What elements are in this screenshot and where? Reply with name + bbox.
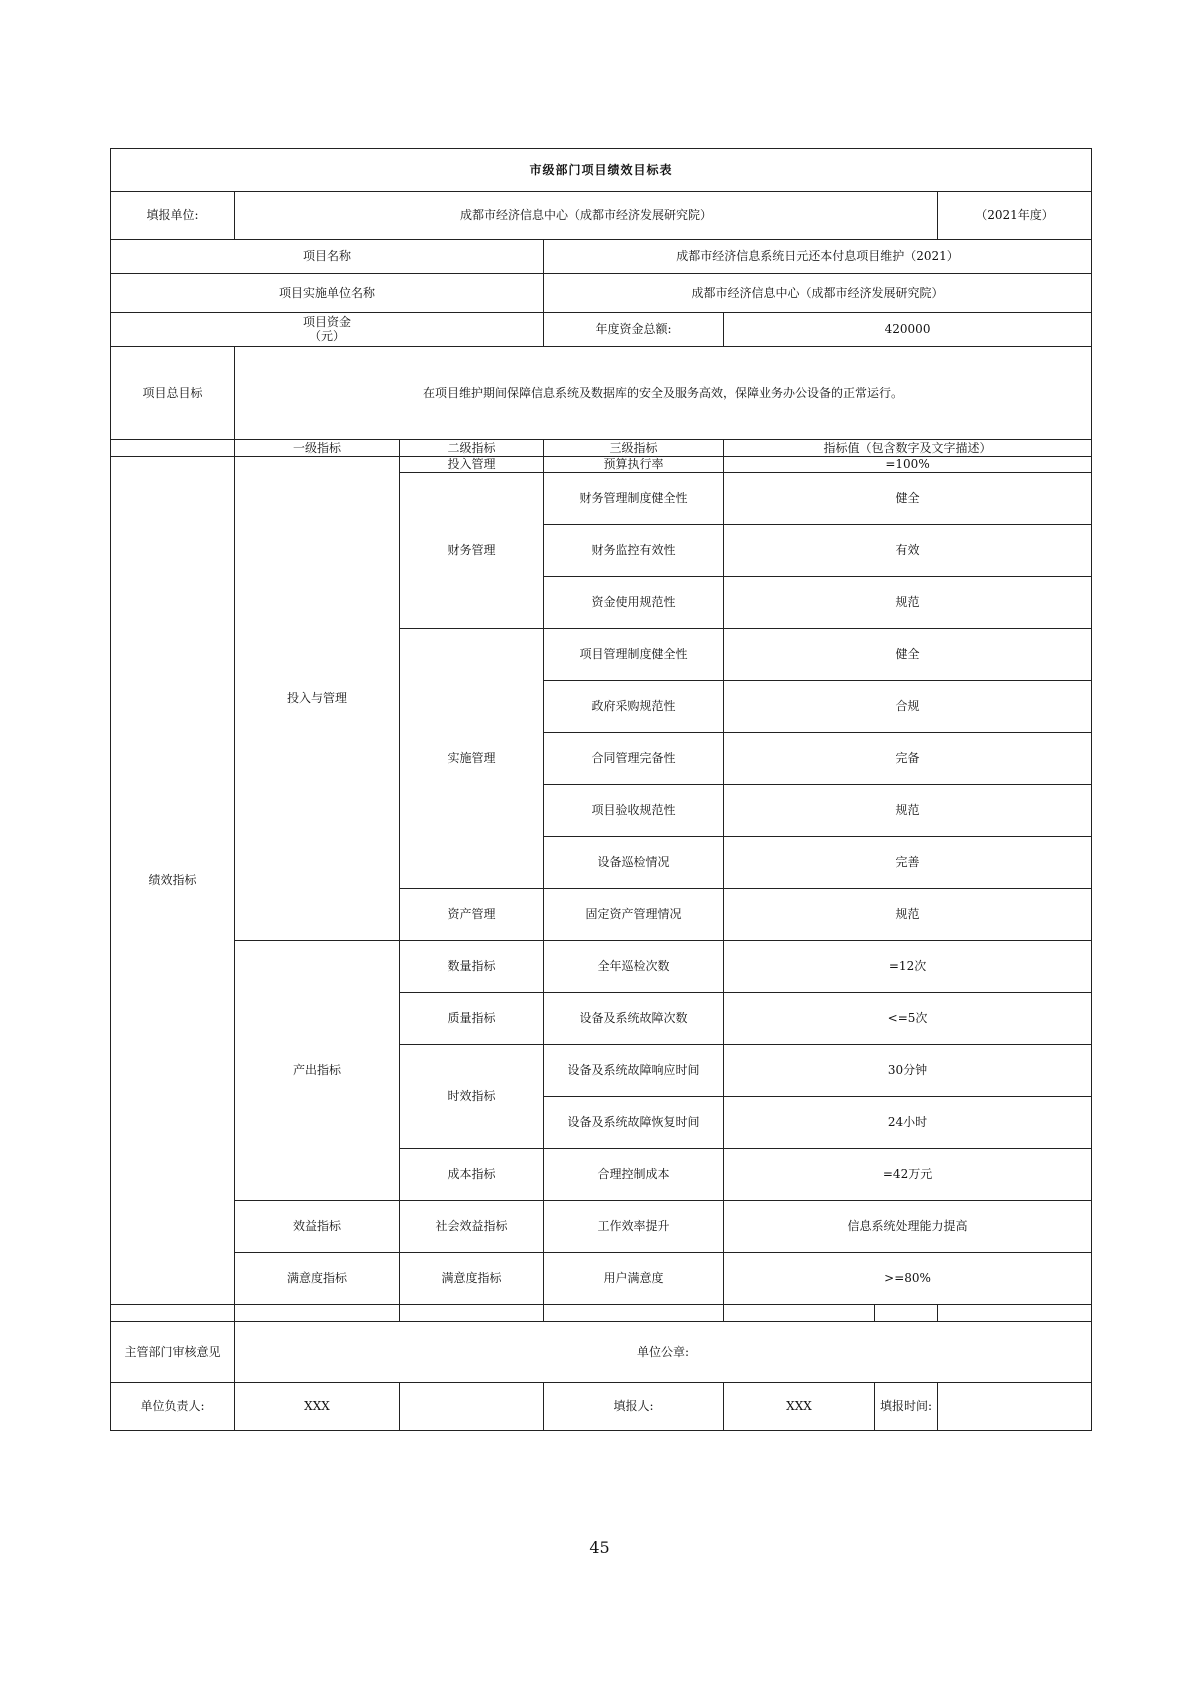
form-title: 市级部门项目绩效目标表 <box>111 149 1092 192</box>
level3-indicator: 项目管理制度健全性 <box>544 629 724 681</box>
indicator-value: =42万元 <box>724 1149 1092 1201</box>
level2-satisfaction: 满意度指标 <box>400 1253 544 1305</box>
indicator-value: =100% <box>724 457 1092 473</box>
perf-indicators-label: 绩效指标 <box>111 457 235 1305</box>
level1-benefit: 效益指标 <box>235 1201 400 1253</box>
fiscal-year: （2021年度） <box>938 192 1092 240</box>
level3-indicator: 财务监控有效性 <box>544 525 724 577</box>
filing-unit-label: 填报单位: <box>111 192 235 240</box>
indicator-value: 健全 <box>724 473 1092 525</box>
level3-indicator: 项目验收规范性 <box>544 785 724 837</box>
annual-total-label: 年度资金总额: <box>544 313 724 347</box>
header-level1: 一级指标 <box>235 440 400 457</box>
level3-indicator: 设备及系统故障恢复时间 <box>544 1097 724 1149</box>
blank-cell <box>400 1383 544 1431</box>
indicator-value: 30分钟 <box>724 1045 1092 1097</box>
header-level2: 二级指标 <box>400 440 544 457</box>
blank-cell <box>724 1305 875 1322</box>
level3-indicator: 资金使用规范性 <box>544 577 724 629</box>
fill-date-label: 填报时间: <box>875 1383 938 1431</box>
indicator-value: 规范 <box>724 889 1092 941</box>
blank-cell <box>938 1305 1092 1322</box>
project-goal-label: 项目总目标 <box>111 347 235 440</box>
unit-leader-label: 单位负责人: <box>111 1383 235 1431</box>
indicator-value: =12次 <box>724 941 1092 993</box>
level3-indicator: 用户满意度 <box>544 1253 724 1305</box>
level2-quality: 质量指标 <box>400 993 544 1045</box>
level2-implementation: 实施管理 <box>400 629 544 889</box>
indicator-value: 合规 <box>724 681 1092 733</box>
level3-indicator: 固定资产管理情况 <box>544 889 724 941</box>
review-opinion-label: 主管部门审核意见 <box>111 1322 235 1383</box>
level3-indicator: 设备及系统故障次数 <box>544 993 724 1045</box>
indicator-value: 完善 <box>724 837 1092 889</box>
level3-indicator: 设备巡检情况 <box>544 837 724 889</box>
filler-label: 填报人: <box>544 1383 724 1431</box>
indicator-value: 有效 <box>724 525 1092 577</box>
indicator-value: 健全 <box>724 629 1092 681</box>
header-blank <box>111 440 235 457</box>
funds-label-line2: （元） <box>308 328 345 343</box>
funds-label-line1: 项目资金 <box>302 315 351 330</box>
blank-cell <box>544 1305 724 1322</box>
filing-unit-value: 成都市经济信息中心（成都市经济发展研究院） <box>235 192 938 240</box>
project-goal-text: 在项目维护期间保障信息系统及数据库的安全及服务高效，保障业务办公设备的正常运行。 <box>235 347 1092 440</box>
indicator-value: 24小时 <box>724 1097 1092 1149</box>
level3-indicator: 工作效率提升 <box>544 1201 724 1253</box>
indicator-value: 规范 <box>724 577 1092 629</box>
level3-indicator: 预算执行率 <box>544 457 724 473</box>
indicator-value: >=80% <box>724 1253 1092 1305</box>
level2-investment: 投入管理 <box>400 457 544 473</box>
level2-finance: 财务管理 <box>400 473 544 629</box>
level3-indicator: 设备及系统故障响应时间 <box>544 1045 724 1097</box>
impl-unit-value: 成都市经济信息中心（成都市经济发展研究院） <box>544 274 1092 313</box>
filler-value: XXX <box>724 1383 875 1431</box>
unit-seal: 单位公章: <box>235 1322 1092 1383</box>
level3-indicator: 全年巡检次数 <box>544 941 724 993</box>
level2-social: 社会效益指标 <box>400 1201 544 1253</box>
level3-indicator: 合理控制成本 <box>544 1149 724 1201</box>
level1-output: 产出指标 <box>235 941 400 1201</box>
level3-indicator: 合同管理完备性 <box>544 733 724 785</box>
unit-leader-value: XXX <box>235 1383 400 1431</box>
level2-quantity: 数量指标 <box>400 941 544 993</box>
blank-cell <box>875 1305 938 1322</box>
indicator-value: 规范 <box>724 785 1092 837</box>
annual-total-value: 420000 <box>724 313 1092 347</box>
fill-date-value <box>938 1383 1092 1431</box>
level1-input-management: 投入与管理 <box>235 457 400 941</box>
indicator-value: 完备 <box>724 733 1092 785</box>
level3-indicator: 政府采购规范性 <box>544 681 724 733</box>
level3-indicator: 财务管理制度健全性 <box>544 473 724 525</box>
blank-cell <box>111 1305 235 1322</box>
level2-timeliness: 时效指标 <box>400 1045 544 1149</box>
project-name-value: 成都市经济信息系统日元还本付息项目维护（2021） <box>544 240 1092 274</box>
level2-cost: 成本指标 <box>400 1149 544 1201</box>
header-level3: 三级指标 <box>544 440 724 457</box>
indicator-value: <=5次 <box>724 993 1092 1045</box>
funds-label <box>111 313 544 347</box>
level1-satisfaction: 满意度指标 <box>235 1253 400 1305</box>
level2-asset: 资产管理 <box>400 889 544 941</box>
blank-cell <box>400 1305 544 1322</box>
impl-unit-label: 项目实施单位名称 <box>111 274 544 313</box>
header-value: 指标值（包含数字及文字描述） <box>724 440 1092 457</box>
page-number: 45 <box>589 1538 610 1557</box>
indicator-value: 信息系统处理能力提高 <box>724 1201 1092 1253</box>
project-name-label: 项目名称 <box>111 240 544 274</box>
blank-cell <box>235 1305 400 1322</box>
performance-target-table <box>110 148 1092 1431</box>
